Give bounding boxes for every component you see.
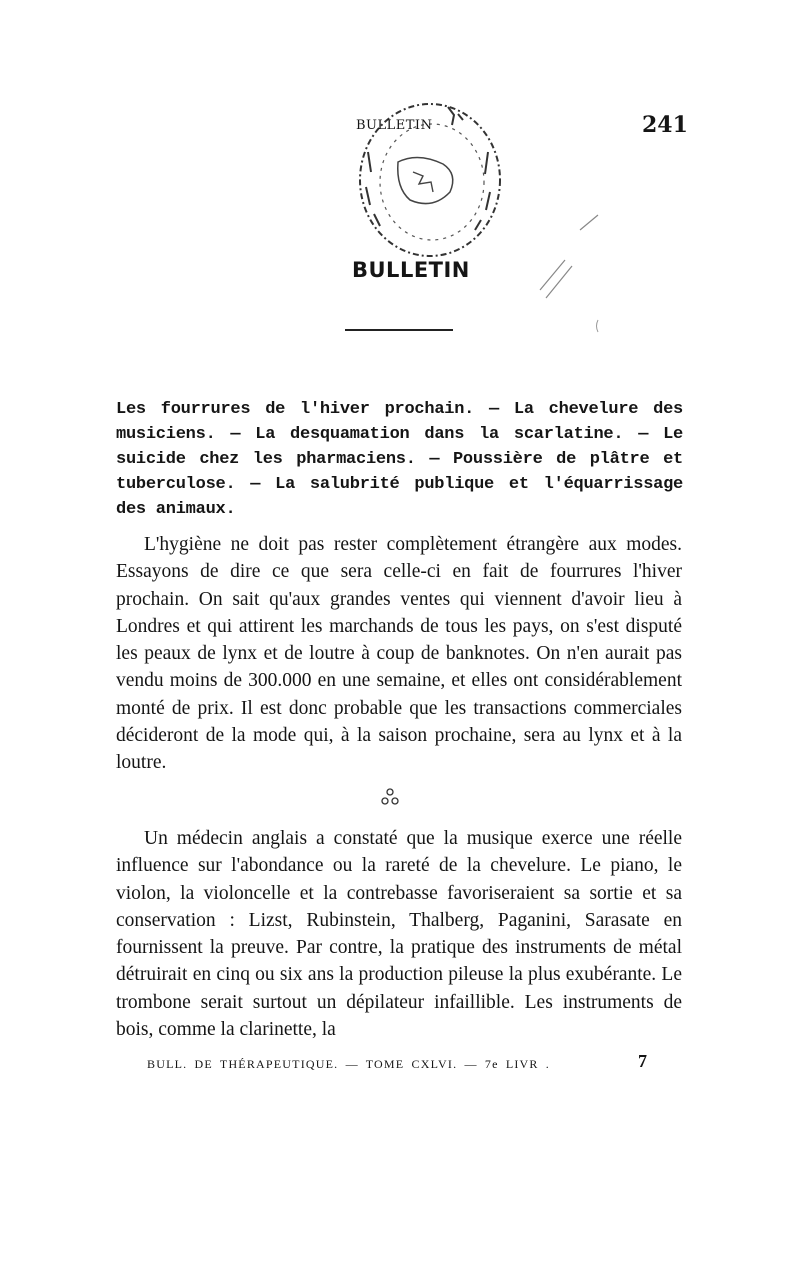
title-rule: [345, 329, 453, 331]
summary: Les fourrures de l'hiver prochain. — La chevelure des musiciens. — La desquamation dans la scarlatine. — Le suicide chez les pharmaciens. — Poussière de plâtre et tuberculose. — La salubrité publique et l'équarrissage des animaux.: [116, 400, 683, 519]
page-title: BULLETIN: [352, 258, 470, 282]
pencil-marks: [520, 210, 630, 340]
running-head: BULLETIN: [356, 118, 433, 133]
section-separator: [375, 780, 405, 810]
paragraph-chevelure: Un médecin anglais a constaté que la musique exerce une réelle influence sur l'abondance ou la rareté de la chevelure. Le piano, le violon, la violoncelle et la contrebasse favoriseraient sa sortie et sa conservation : Lizst, Rubinstein, Thalberg, Paganini, Sarasate en fournissent la preuve. Par contre, la pratique des instruments de métal détruirait en cinq ou six ans la production pileuse la plus exubérante. Le trombone serait surtout un dépilateur infaillible. Les instruments de bois, comme la clarinette, la: [116, 828, 682, 1041]
footer-signature-number: 7: [638, 1051, 647, 1071]
page-number: 241: [642, 112, 688, 138]
paragraph-fourrures: L'hygiène ne doit pas rester complètement étrangère aux modes. Essayons de dire ce que sera celle-ci en fait de fourrures l'hiver prochain. On sait qu'aux grandes ventes qui viennent d'avoir lieu à Londres et qui attirent les marchands de tous les pays, on s'est disputé les peaux de lynx et de loutre à coup de banknotes. On n'en aurait pas vendu moins de 300.000 en une semaine, et elles ont considérablement monté de prix. Il est donc probable que les transactions commerciales décideront de la mode qui, à la saison prochaine, sera au lynx et à la loutre.: [116, 534, 682, 774]
footer-signature: BULL. DE THÉRAPEUTIQUE. — TOME CXLVI. — 7e LIVR .: [147, 1057, 551, 1071]
